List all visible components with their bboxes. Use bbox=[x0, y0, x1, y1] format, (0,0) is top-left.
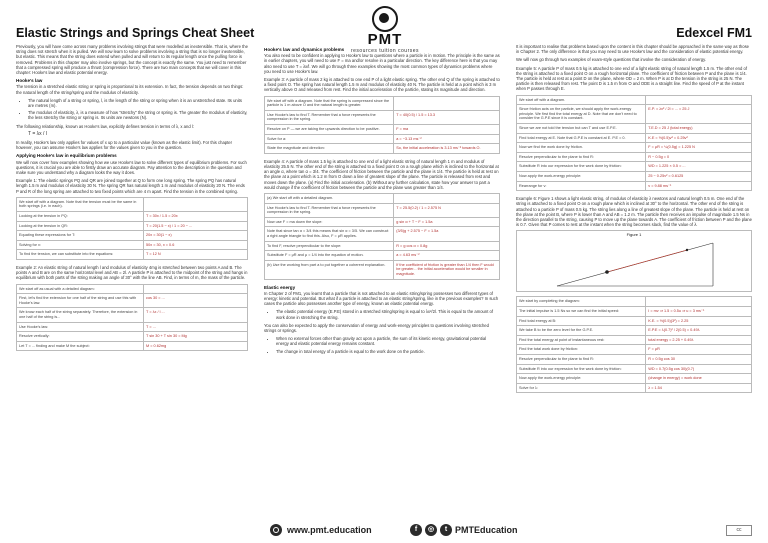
table-row: Solve for a: a = −3.13 ms⁻² bbox=[265, 134, 500, 144]
facebook-icon: f bbox=[410, 524, 422, 536]
dynamics-text: You also need to be confident in applying to Hooke's law to questions where a particle is in motion. The principle is the same as in earlier chapters, you will need to use F = ma and/or resolve in a particular direction. The key difference here is that you may also need to use T = λx/l. We will go through three examples showing the most common types of dynamics problems where you need to use Hooke's law. bbox=[264, 53, 500, 74]
creative-commons-badge: cc bbox=[726, 525, 752, 536]
social-links[interactable] bbox=[410, 522, 518, 538]
col3-intro: It is important to realise that problems based upon the content in this chapter should be approached in the same way as those in Chapter 2. The only difference is that you may need to use Hooke's law and the consideration of elastic potential energy. bbox=[516, 44, 750, 55]
col3-intro-2: We will now go through two examples of exam-style questions that involve the consideration of energy. bbox=[516, 57, 707, 63]
table-row: Now apply the work-energy principle: 25 − 0.25v² = 0.6125 bbox=[517, 171, 752, 181]
example-2-table bbox=[16, 284, 248, 352]
equilibrium-text: We will now cover how examples showing how we use Hooke's law to solve different types of equilibrium problems. For such questions, it is crucial you are able to firstly draw an accurate diagram. Pay attention to the description in the question and make sure you understand why a diagram looks the way it does. bbox=[16, 159, 247, 176]
logo-name: PMT bbox=[367, 31, 403, 48]
table-row: First, let's find the extension for one half of the string and use this with Hooke's law. cos 30 = ... bbox=[17, 294, 248, 308]
formula-after: In reality, Hooke's law only applies for values of x up to a particular value (known as the elastic limit). For this chapter however, you can assume Hooke's law applies for the values given to you in the question. bbox=[16, 140, 233, 151]
column-3 bbox=[516, 44, 752, 398]
table-row: Substitute R into our expression for the work done by friction: WD = 0.7(0.5g cos 30)(0.7) bbox=[517, 364, 752, 374]
example-3: Example 3: A particle of mass 2 kg is attached to one end P of a light elastic spring. The other end Q of the spring is attached to a fixed point O. The spring has natural length 1.5 m and modulus of elasticity 40 N. The particle is held at a point which is 3 m vertically above O and released from rest. Find the initial acceleration of the particle, stating its magnitude and direction. bbox=[264, 77, 500, 93]
pmt-logo-icon bbox=[372, 6, 398, 32]
exam-board: Edexcel FM1 bbox=[676, 26, 752, 40]
hookes-bullets bbox=[16, 98, 248, 121]
bullet-natural-length: • The natural length of a string or spring, l, is the length of the string or spring when it is an unstretched state. Its units are metres (m). bbox=[28, 98, 248, 108]
example-6: Example 6: Figure 1 shows a light elastic string, of modulus of elasticity λ newtons and natural length 0.5 m. One end of the string is attached to a fixed point O on a rough plane which is inclined at 30° to the horizontal. The other end of the string is attached to a particle P of mass 0.5 kg. The string lies along a line of greatest slope of the plane. The particle is held at rest on the plane at the point B, where P is lower than A and AB = 1.2 m. The particle then receives an impulse of magnitude 1.5 Ns in the direction parallel to the string, causing P to move up the plane towards A. The coefficient of friction between P and the plane is 0.7. Given that P comes to rest at the instant when the string becomes slack, find the value of λ. bbox=[516, 196, 752, 228]
example-5-table bbox=[516, 95, 752, 192]
instagram-icon: ◎ bbox=[425, 524, 437, 536]
energy-heading: Elastic energy bbox=[264, 284, 296, 290]
conservation-text: You can also be expected to apply the conservation of energy and work-energy principles to questions involving stretched strings or springs. bbox=[264, 322, 489, 333]
page-title: Elastic Strings and Springs Cheat Sheet bbox=[16, 26, 255, 40]
table-row: Now use F = ma down the slope: g sin α + T − F = 1.5a bbox=[265, 217, 500, 227]
page-footer bbox=[0, 518, 768, 543]
social-handle: PMTEducation bbox=[455, 525, 518, 535]
table-row: Equating these expressions for T: 20x = 30(1 − x) bbox=[17, 231, 248, 241]
column-2 bbox=[264, 44, 500, 357]
table-row: Looking at the tension in QR: T = 20(1.5 − x) / 1 = 20 − ... bbox=[17, 221, 248, 231]
table-row: Substitute R into our expression for the work done by friction: WD = 1.225 × 0.5 = ... bbox=[517, 162, 752, 172]
table-row: To find the tension, we can substitute into the equations: T = 12 N bbox=[17, 250, 248, 260]
table-row: Solve for λ: λ = 1.54 bbox=[517, 383, 752, 393]
bullet-conservation: • When no external forces other than gravity act upon a particle, the sum of its kinetic energy, gravitational potential energy and elastic potential energy remains constant. bbox=[276, 336, 500, 346]
example-3-table bbox=[264, 96, 500, 154]
table-row: We start off with a diagram. Note that the spring is compressed since the particle is 1 m above O and the natural length is greater. bbox=[265, 96, 500, 110]
table-row: Use Hooke's law to find T. Remember that a force represents the compression in the spring. T = 25.5(0.2) / 1 = 2.575 N bbox=[265, 203, 500, 217]
column-1 bbox=[16, 44, 248, 356]
table-row: Use Hooke's law to find T. Remember that a force represents the compression in the spring. T = 40(0.5) / 1.5 = 13.3 bbox=[265, 110, 500, 124]
website-text: www.pmt.education bbox=[287, 525, 372, 535]
example-2: Example 2: An elastic string of natural length l and modulus of elasticity 4mg is stretched between two points A and B. The points A and B are on the same horizontal level and AB = 2l. A particle P is attached to the midpoint of the string and hangs in equilibrium with both parts of the string making an angle of 30° with the line AB. Find, in terms of m, the mass of the particle. bbox=[16, 265, 248, 281]
bullet-epe: • The elastic potential energy (E.P.E) stored in a stretched string/spring is equal to λx²/2l. This is equal to the amount of work done in stretching the string. bbox=[276, 309, 500, 319]
table-row: Since friction acts on the particle, we should apply the work-energy principle. We first find the total energy at D. Note that we don't need to consider the G.P.E since it is constant. E.P. = λx² / 2l = ... = 25 J bbox=[517, 105, 752, 124]
energy-text: In Chapter 2 of FM1, you learnt that a particle that is not attached to an elastic string/spring possesses two different types of energy: kinetic and potential. But what if a particle is attached to an elastic string/spring, like in the previous examples? In such cases the particle also possesses another type of energy, known as elastic potential energy. bbox=[264, 290, 499, 307]
figure-1 bbox=[516, 230, 752, 292]
table-row: Rearrange for v: v = 9.88 ms⁻¹ bbox=[517, 181, 752, 191]
table-row: Resolve on P — we are taking the upwards direction to be positive. F = ma bbox=[265, 125, 500, 135]
dynamics-heading: Hooke's law and dynamics problems bbox=[264, 47, 345, 52]
hookes-heading: Hooke's law bbox=[16, 78, 43, 84]
example-4-table bbox=[264, 193, 500, 280]
table-row: Find the total energy at point of instantaneous rest: total energy = 2.25 + 0.49λ bbox=[517, 335, 752, 345]
table-row: We take B to be the zero level for the G.P.E. E.P.E = λ(0.7)² / 2(0.5) = 0.49λ bbox=[517, 326, 752, 336]
example-4: Example 4: A particle of mass 1.5 kg is attached to one end of a light elastic string of natural length 1 m and modulus of elasticity 25.5 N. The other end of the string is attached to a fixed point O on a rough plane which is inclined to the horizontal at an angle α, where tan α = 3/4. The coefficient of friction between the particle and the plane is 1/4. The particle is held at rest on the plane at a point which is 1.2 m from O down a line of greatest slope of the plane. The particle is released from rest and moves down the plane. (a) Find the initial acceleration. (b) Without any further calculation, state how your answer to part a would change if the coefficient of friction between the particle and the plane was greater than 1/4. bbox=[264, 158, 499, 190]
table-row: We know each half of the string separately. Therefore, the extension in one half of the string is... T = λx / l ... bbox=[17, 308, 248, 322]
hookes-text: The tension in a stretched elastic string or spring is proportional to its extension. In fact, the tension depends on two things: the natural length of the string/spring and the modulus of elasticity. bbox=[16, 84, 244, 95]
table-row: Note that since tan α = 3/4 this means that sin α = 3/5. We can construct a right angle triangle to find this. Also, F = μR applies. (3/5)g + 2.575 − F = 1.5a bbox=[265, 227, 500, 241]
bullet-modulus: • The modulus of elasticity, λ, is a measure of how "stretchy" the string or spring is. The greater the modulus of elasticity, the less stretchy the string or spring is. Its units are newtons (N). bbox=[28, 110, 248, 120]
globe-icon bbox=[270, 524, 282, 536]
table-row: The initial impulse is 1.5 Ns so we can find the initial speed: I = mv ⇒ 1.5 = 0.5u ⇒ u = 3 ms⁻¹ bbox=[517, 306, 752, 316]
table-row: Substitute F = μR and μ = 1/4 into the equation of motion. a = 4.63 ms⁻² bbox=[265, 251, 500, 261]
table-row: Now we find the work done by friction. F = μR = ¼(0.5g) = 1.225 N bbox=[517, 143, 752, 153]
logo-tagline: resources tuition courses bbox=[350, 48, 420, 54]
formula-intro: The following relationship, known as Hooke's law, explicitly defines tension in terms of λ, x and l: bbox=[16, 123, 194, 129]
example-6-table bbox=[516, 296, 752, 393]
table-row: Resolve vertically: T sin 30 + T sin 30 = Mg bbox=[17, 332, 248, 342]
equilibrium-heading: Applying Hooke's law in equilibrium problems bbox=[16, 153, 117, 159]
table-row: State the magnitude and direction: So, the initial acceleration is 3.13 ms⁻² towards O. bbox=[265, 144, 500, 154]
table-row: We start off with a diagram. Note that the tension must be the same in both springs (i.e. in each). bbox=[17, 197, 248, 211]
table-row: Resolve perpendicular to the plane to find R: R − 0.5g = 0 bbox=[517, 152, 752, 162]
table-row: We start off with a diagram. bbox=[517, 95, 752, 105]
hookes-formula: T = λx / l bbox=[28, 130, 47, 137]
table-row: Looking at the tension in PQ: T = 30x / 1.5 = 20x bbox=[17, 212, 248, 222]
twitter-icon: t bbox=[440, 524, 452, 536]
table-row: Resolve perpendicular to the plane to find R: R = 0.5g cos 30 bbox=[517, 354, 752, 364]
table-row: To find F, resolve perpendicular to the slope: R = g cos α = 0.8g bbox=[265, 241, 500, 251]
inclined-plane-diagram bbox=[517, 231, 753, 291]
table-row: We start by completing the diagram: bbox=[517, 297, 752, 307]
table-row: Use Hooke's law: T = ... bbox=[17, 322, 248, 332]
table-row: Find total energy at E. Note that G.P.E is constant at E. P.E = 0. K.E = ½(0.5)v² = 0.25v² bbox=[517, 133, 752, 143]
energy-principles bbox=[264, 336, 500, 354]
table-row: We start off as usual with a detailed diagram: bbox=[17, 284, 248, 294]
figure-caption: Figure 1 bbox=[626, 232, 642, 238]
table-row: (a) We start off with a detailed diagram. bbox=[265, 194, 500, 204]
example-5: Example 5: A particle P of mass 0.5 kg is attached to one end of a light elastic string of natural length 1.5 m. The other end of the string is attached to a fixed point O on a rough horizontal plane. The coefficient of friction between P and the plane is 1/4. The particle is held at rest at a point D on the plane, where OD = 2 m. When P is at D the tension in the string is 25 N. The particle is then released from rest. The point D is 1.5 m from O and ODE is a straight line. Find the speed of P at the instant when P passes through E. bbox=[516, 65, 747, 92]
table-row: Since we are not told the tension but can T and use E.P.E. T.E.D = 25 J (total energy) bbox=[517, 124, 752, 134]
table-row: Find the total work done by friction: F = μR bbox=[517, 345, 752, 355]
intro-paragraph: Previously, you will have come across many problems involving strings that were modelled as inextensible. That is, where the string does not stretch when it is pulled. We will now learn to solve problems involving a string that is no longer inextensible, but elastic. This means that the string does extend when pulled and will return to its regular length once the pulling force is removed. Problems in this chapter may also involve springs, but the concept is exactly the same. You just need to remember that a compressed spring will produce a thrust (compression force). There are two main concepts that we will cover in this chapter: Hooke's law and elastic potential energy. bbox=[16, 44, 248, 76]
example-1: Example 1: The elastic springs PQ and QR are joined together at Q to form one long spring. The spring PQ has natural length 1.5 m and modulus of elasticity 30 N. The spring QR has natural length 1 m and modulus of elasticity 20 N. The ends P and R of the long spring are attached to two fixed points which are 4 m apart. Find the tension in the combined spring. bbox=[16, 178, 245, 194]
example-1-table bbox=[16, 197, 248, 260]
epe-bullets bbox=[264, 309, 500, 319]
table-row: Now apply the work-energy principle: (change in energy) = work done bbox=[517, 374, 752, 384]
table-row: Solving for x: 50x = 30, x = 0.6 bbox=[17, 240, 248, 250]
table-row: (b) Use the working from part a to put together a coherent explanation. If the coefficient of friction is greater than 1/4 then F would be greater... the initial acceleration would be smaller in magnitude. bbox=[265, 260, 500, 279]
table-row: Let T = ... finding and make M the subject: M = 0.62mg bbox=[17, 341, 248, 351]
table-row: Find total energy at B: K.E. = ½(0.5)(3²) = 2.25 bbox=[517, 316, 752, 326]
website-link[interactable] bbox=[270, 522, 372, 538]
bullet-work-energy: • The change in total energy of a particle is equal to the work done on the particle. bbox=[276, 349, 500, 354]
